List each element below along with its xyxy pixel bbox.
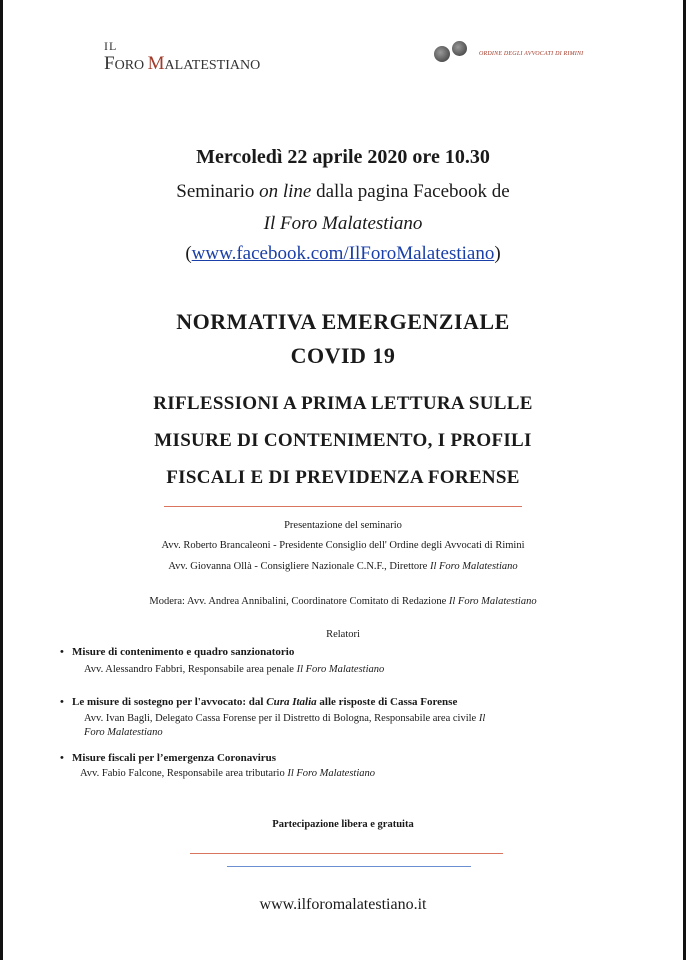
subtitle-line-2: MISURE DI CONTENIMENTO, I PROFILI [154,430,532,451]
facebook-link[interactable]: www.facebook.com/IlForoMalatestiano [191,243,495,264]
subtitle-line-3: FISCALI E DI PREVIDENZA FORENSE [166,467,520,488]
logo-big-text [104,54,260,76]
speaker-3 [80,768,375,779]
speaker-1-italic: Il Foro Malatestiano [296,664,385,675]
speakers-heading: Relatori [326,629,360,640]
speaker-2-italic: Il [478,713,486,724]
logo-m: M [147,53,165,74]
modera-italic: Il Foro Malatestiano [448,596,537,607]
speaker-2-line-2 [84,727,163,738]
paren-open: ( [185,243,192,264]
foro-malatestiano-logo [104,40,260,76]
subtitle-line-1: RIFLESSIONI A PRIMA LETTURA SULLE [153,393,533,414]
seal-icon-2 [452,41,467,56]
paren-close: ) [494,243,501,264]
speaker-3-text: Avv. Fabio Falcone, Responsabile area tributario [80,768,288,779]
presentation-heading: Presentazione del seminario [284,520,402,531]
presenter-brancaleoni: Avv. Roberto Brancaleoni - Presidente Consiglio dell' Ordine degli Avvocati di Rimini [161,540,525,551]
seal-icon [434,46,450,62]
logo-small-text: IL [104,39,118,53]
seminar-line [0,181,686,203]
order-name: ORDINE DEGLI AVVOCATI DI RIMINI [479,51,584,57]
logo-f: F [104,53,115,74]
order-logo [434,46,583,62]
speaker-2-line-1 [84,713,485,724]
logo-oro: ORO [114,58,148,73]
topic-2-italic: Cura Italia [266,696,317,708]
speaker-1-text: Avv. Alessandro Fabbri, Responsabile area penale [84,664,297,675]
speaker-2-text: Avv. Ivan Bagli, Delegato Cassa Forense per il Distretto di Bologna, Responsabile area civile [84,713,479,724]
moderator [0,596,686,607]
speaker-3-italic: Il Foro Malatestiano [287,768,376,779]
page-name: Il Foro Malatestiano [263,213,423,234]
speaker-1 [84,664,384,675]
divider-red-bottom [190,853,503,854]
topic-2-pre: Le misure di sostegno per l'avvocato: dal [72,696,267,708]
topic-2 [72,696,457,708]
website-link[interactable]: www.ilforomalatestiano.it [259,896,427,913]
divider-blue-bottom [227,866,471,867]
logo-rest: ALATESTIANO [164,58,261,73]
seminar-online: on line [259,181,312,202]
olla-text: Avv. Giovanna Ollà - Consigliere Nazionale C.N.F., Direttore [168,561,430,572]
divider-red [164,506,522,507]
presenter-olla [0,561,686,572]
topic-3: • Misure fiscali per l’emergenza Coronavirus [72,752,276,764]
participation-note: Partecipazione libera e gratuita [272,819,414,830]
topic-1: • Misure di contenimento e quadro sanzionatorio [72,646,294,658]
seminar-pre: Seminario [176,181,260,202]
speaker-2-italic-2: Foro Malatestiano [84,727,163,738]
modera-text: Modera: Avv. Andrea Annibalini, Coordinatore Comitato di Redazione [149,596,449,607]
title-line-1: NORMATIVA EMERGENZIALE [176,309,510,334]
seminar-post: dalla pagina Facebook de [311,181,510,202]
facebook-link-line [0,243,686,265]
title-line-2: COVID 19 [290,343,396,368]
topic-2-post: alle risposte di Cassa Forense [316,696,458,708]
event-date: Mercoledì 22 aprile 2020 ore 10.30 [196,146,490,168]
olla-italic: Il Foro Malatestiano [429,561,518,572]
